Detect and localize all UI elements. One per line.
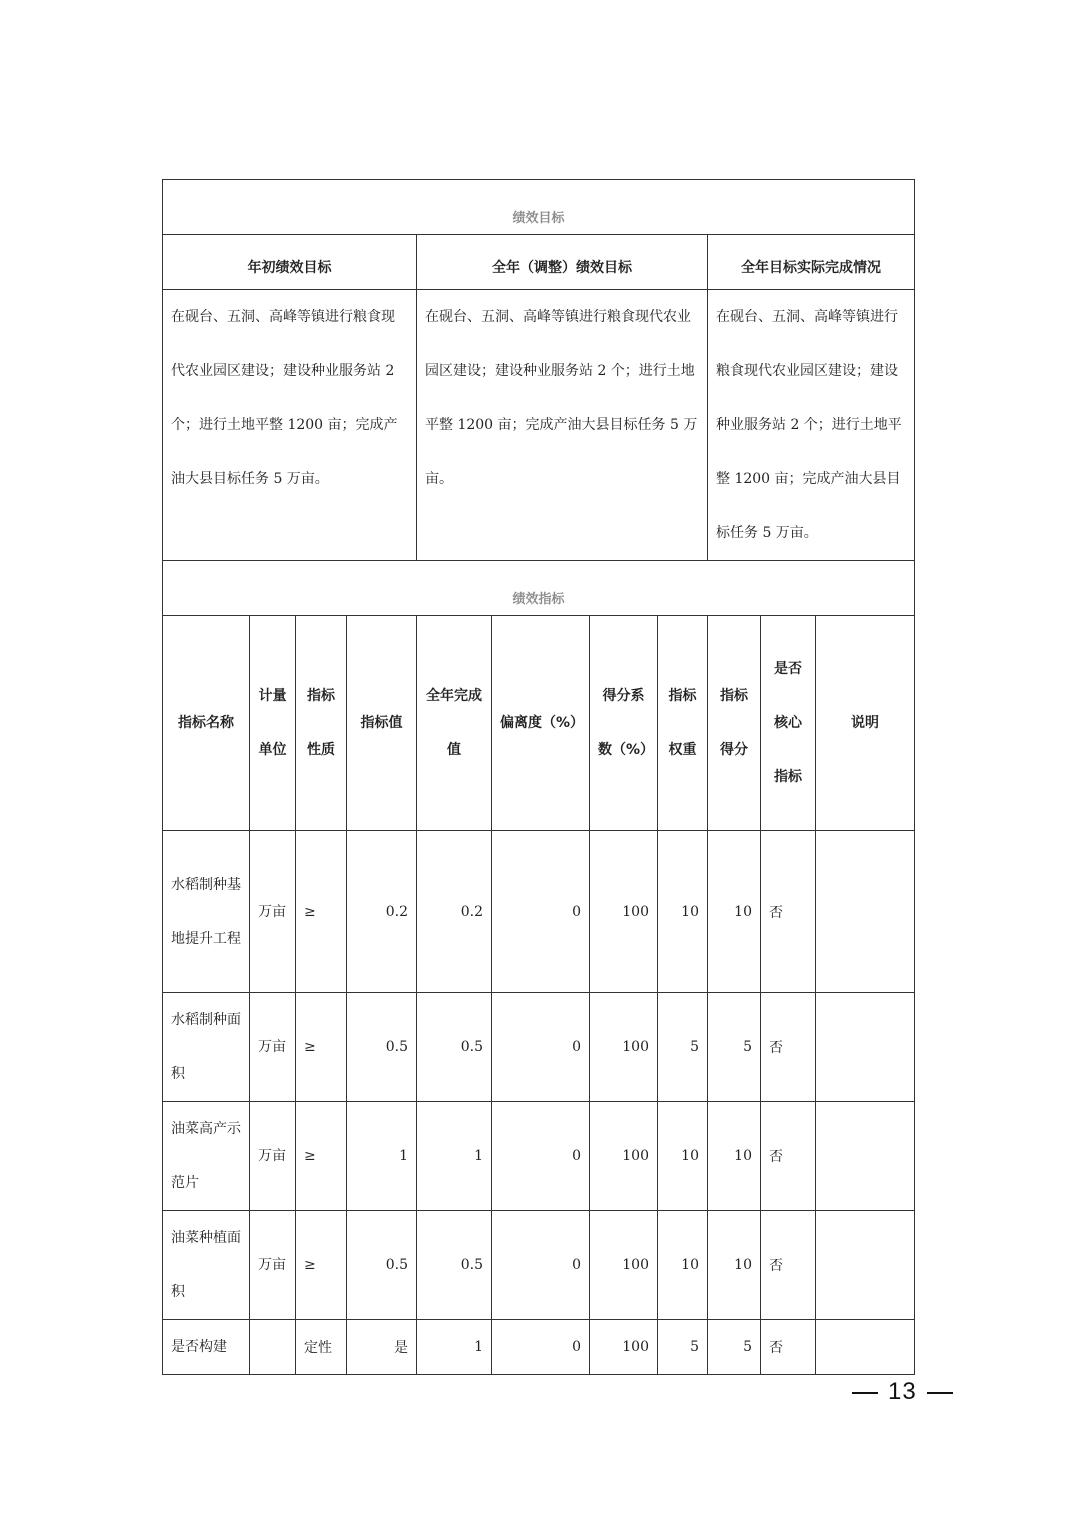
goal-text-adjusted: 在砚台、五洞、高峰等镇进行粮食现代农业园区建设；建设种业服务站 2 个；进行土地平整 1200 亩；完成产油大县目标任务 5 万亩。 (417, 290, 708, 561)
table-row (163, 831, 915, 993)
row-nature: 定性 (296, 1320, 347, 1375)
goal-header-actual: 全年目标实际完成情况 (708, 235, 915, 290)
header-target: 指标值 (347, 616, 417, 831)
row-completed: 0.5 (417, 1211, 492, 1320)
row-target: 0.5 (347, 1211, 417, 1320)
row-unit: 万亩 (250, 1102, 296, 1211)
header-coef: 得分系数（%） (590, 616, 658, 831)
row-core: 否 (761, 1211, 816, 1320)
performance-table (162, 179, 915, 1375)
row-score: 10 (708, 1102, 761, 1211)
row-score: 10 (708, 831, 761, 993)
row-completed: 0.2 (417, 831, 492, 993)
row-note (816, 1320, 915, 1375)
row-note (816, 1211, 915, 1320)
row-deviation: 0 (492, 831, 590, 993)
row-deviation: 0 (492, 993, 590, 1102)
row-name: 水稻制种面积 (163, 993, 250, 1102)
row-unit (250, 1320, 296, 1375)
row-unit: 万亩 (250, 831, 296, 993)
row-core: 否 (761, 1320, 816, 1375)
row-weight: 10 (658, 1102, 708, 1211)
header-weight: 指标权重 (658, 616, 708, 831)
row-weight: 5 (658, 993, 708, 1102)
table-row (163, 993, 915, 1102)
table-row (163, 1320, 915, 1375)
row-weight: 10 (658, 831, 708, 993)
row-coef: 100 (590, 1211, 658, 1320)
header-core: 是否核心指标 (761, 616, 816, 831)
row-completed: 1 (417, 1320, 492, 1375)
row-target: 0.2 (347, 831, 417, 993)
row-unit: 万亩 (250, 993, 296, 1102)
row-weight: 5 (658, 1320, 708, 1375)
header-note: 说明 (816, 616, 915, 831)
header-unit: 计量单位 (250, 616, 296, 831)
row-coef: 100 (590, 831, 658, 993)
row-name: 油菜高产示范片 (163, 1102, 250, 1211)
row-target: 0.5 (347, 993, 417, 1102)
row-core: 否 (761, 1102, 816, 1211)
row-core: 否 (761, 831, 816, 993)
indicator-header-row (163, 616, 915, 831)
page-number-text: 13 (888, 1378, 917, 1405)
row-note (816, 993, 915, 1102)
row-coef: 100 (590, 993, 658, 1102)
dash-left (852, 1392, 878, 1394)
goal-text-actual: 在砚台、五洞、高峰等镇进行粮食现代农业园区建设；建设种业服务站 2 个；进行土地平整 1200 亩；完成产油大县目标任务 5 万亩。 (708, 290, 915, 561)
goal-header-initial: 年初绩效目标 (163, 235, 417, 290)
section-title-goals: 绩效目标 (163, 180, 915, 235)
row-weight: 10 (658, 1211, 708, 1320)
row-completed: 0.5 (417, 993, 492, 1102)
header-deviation: 偏离度（%） (492, 616, 590, 831)
row-note (816, 831, 915, 993)
goal-header-adjusted: 全年（调整）绩效目标 (417, 235, 708, 290)
dash-right (927, 1392, 953, 1394)
table-row (163, 1102, 915, 1211)
row-coef: 100 (590, 1320, 658, 1375)
row-nature: ≥ (296, 1102, 347, 1211)
row-nature: ≥ (296, 993, 347, 1102)
row-name: 是否构建 (163, 1320, 250, 1375)
row-nature: ≥ (296, 831, 347, 993)
row-score: 5 (708, 993, 761, 1102)
header-name: 指标名称 (163, 616, 250, 831)
row-coef: 100 (590, 1102, 658, 1211)
row-note (816, 1102, 915, 1211)
row-name: 水稻制种基地提升工程 (163, 831, 250, 993)
header-completed: 全年完成值 (417, 616, 492, 831)
row-deviation: 0 (492, 1102, 590, 1211)
row-name: 油菜种植面积 (163, 1211, 250, 1320)
row-target: 1 (347, 1102, 417, 1211)
row-nature: ≥ (296, 1211, 347, 1320)
section-title-indicators: 绩效指标 (163, 561, 915, 616)
row-completed: 1 (417, 1102, 492, 1211)
row-target: 是 (347, 1320, 417, 1375)
page-number (842, 1378, 963, 1406)
row-deviation: 0 (492, 1211, 590, 1320)
header-nature: 指标性质 (296, 616, 347, 831)
header-score: 指标得分 (708, 616, 761, 831)
goal-text-initial: 在砚台、五洞、高峰等镇进行粮食现代农业园区建设；建设种业服务站 2 个；进行土地平整 1200 亩；完成产油大县目标任务 5 万亩。 (163, 290, 417, 561)
row-core: 否 (761, 993, 816, 1102)
row-unit: 万亩 (250, 1211, 296, 1320)
row-score: 5 (708, 1320, 761, 1375)
row-score: 10 (708, 1211, 761, 1320)
table-row (163, 1211, 915, 1320)
row-deviation: 0 (492, 1320, 590, 1375)
